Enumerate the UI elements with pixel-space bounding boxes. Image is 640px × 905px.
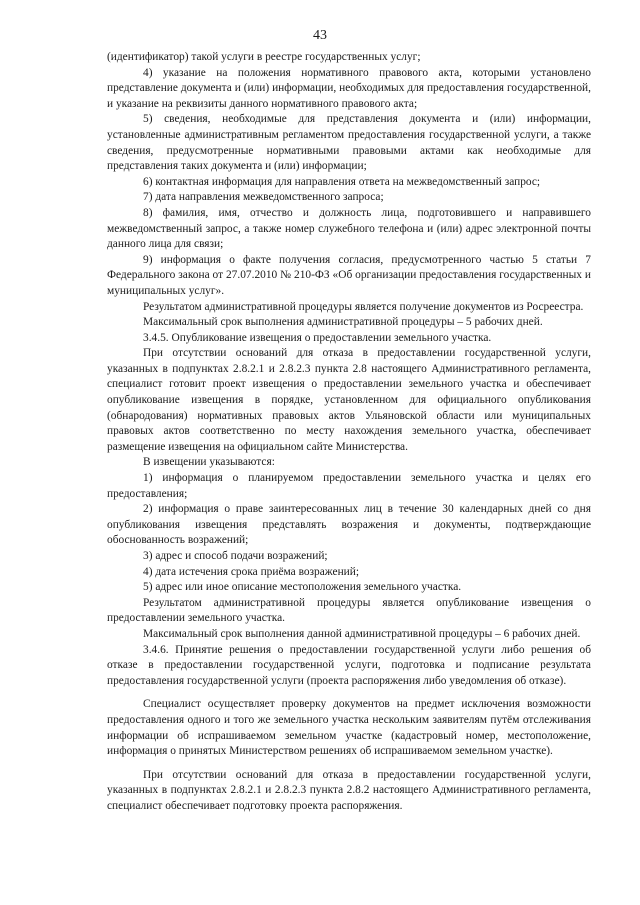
paragraph: 8) фамилия, имя, отчество и должность лица, подготовившего и направившего межведомственный запрос, а также номер служебного телефона и (или) адрес электронной почты данного лица для связи; [107, 206, 591, 251]
paragraph: Результатом административной процедуры является получение документов из Росреестра. [143, 300, 584, 313]
paragraph: При отсутствии оснований для отказа в предоставлении государственной услуги, указанных в подпунктах 2.8.2.1 и 2.8.2.3 пункта 2.8.2 настоящего Административного регламента, специалист обеспечивает подготовку проекта распоряжения. [107, 768, 591, 812]
paragraph: 5) сведения, необходимые для представления документа и (или) информации, установленные административным регламентом предоставления государственной услуги, а также сведения, предусмотренные нормативными правовыми актами как необходимые для представления таких документа и (или) информации; [107, 113, 591, 173]
paragraph: 4) указание на положения нормативного правового акта, которыми установлено представление документа и (или) информации, необходимых для предоставления государственной, и указание на реквизиты данного нормативного правового акта; [107, 66, 591, 110]
paragraph: При отсутствии оснований для отказа в предоставлении государственной услуги, указанных в подпунктах 2.8.2.1 и 2.8.2.3 пункта 2.8 настоящего Административного регламента, специалист готовит проект извещения о предоставлении земельного участка и обеспечивает опубликование извещения в порядке, установленном для официального опубликования (обнародования) нормативных правовых актов Ульяновской области или муниципальных правовых актов соответственно по месту нахождения земельного участка, обеспечивает размещение извещения на официальном сайте Министерства. [107, 347, 591, 453]
document-body [107, 50, 591, 815]
paragraph: 7) дата направления межведомственного запроса; [143, 191, 384, 204]
paragraph: 3.4.5. Опубликование извещения о предоставлении земельного участка. [143, 331, 492, 344]
paragraph: 5) адрес или иное описание местоположения земельного участка. [143, 581, 462, 594]
page-number: 43 [313, 28, 327, 43]
paragraph: 9) информация о факте получения согласия, предусмотренного частью 5 статьи 7 Федерального закона от 27.07.2010 № 210-ФЗ «Об организации предоставления государственных и муниципальных услуг». [107, 253, 591, 297]
paragraph: 6) контактная информация для направления ответа на межведомственный запрос; [143, 175, 541, 188]
paragraph: 1) информация о планируемом предоставлении земельного участка и целях его предоставления; [107, 472, 591, 500]
paragraph: Максимальный срок выполнения данной административной процедуры – 6 рабочих дней. [143, 627, 581, 640]
paragraph: (идентификатор) такой услуги в реестре государственных услуг; [107, 51, 421, 63]
paragraph: В извещении указываются: [143, 456, 275, 469]
paragraph: 3.4.6. Принятие решения о предоставлении государственной услуги либо решения об отказе в предоставлении государственной услуги, подготовка и подписание результата предоставления государственной услуги (проекта распоряжения либо уведомления об отказе). [107, 643, 591, 687]
paragraph: Результатом административной процедуры является опубликование извещения о предоставлении земельного участка. [107, 596, 591, 625]
paragraph: 3) адрес и способ подачи возражений; [143, 550, 328, 562]
paragraph: 4) дата истечения срока приёма возражений; [143, 565, 360, 578]
paragraph: 2) информация о праве заинтересованных лиц в течение 30 календарных дней со дня опубликования извещения представлять возражения и документы, подтверждающие обоснованность возражений; [107, 503, 591, 547]
paragraph: Специалист осуществляет проверку документов на предмет исключения возможности предоставления одного и того же земельного участка нескольким заявителям путём отслеживания информации об испрашиваемом земельном участке (кадастровый номер, местоположение, информация о принятых Министерством решениях об испрашиваемом земельном участке). [107, 698, 591, 758]
paragraph: Максимальный срок выполнения административной процедуры – 5 рабочих дней. [143, 316, 543, 329]
